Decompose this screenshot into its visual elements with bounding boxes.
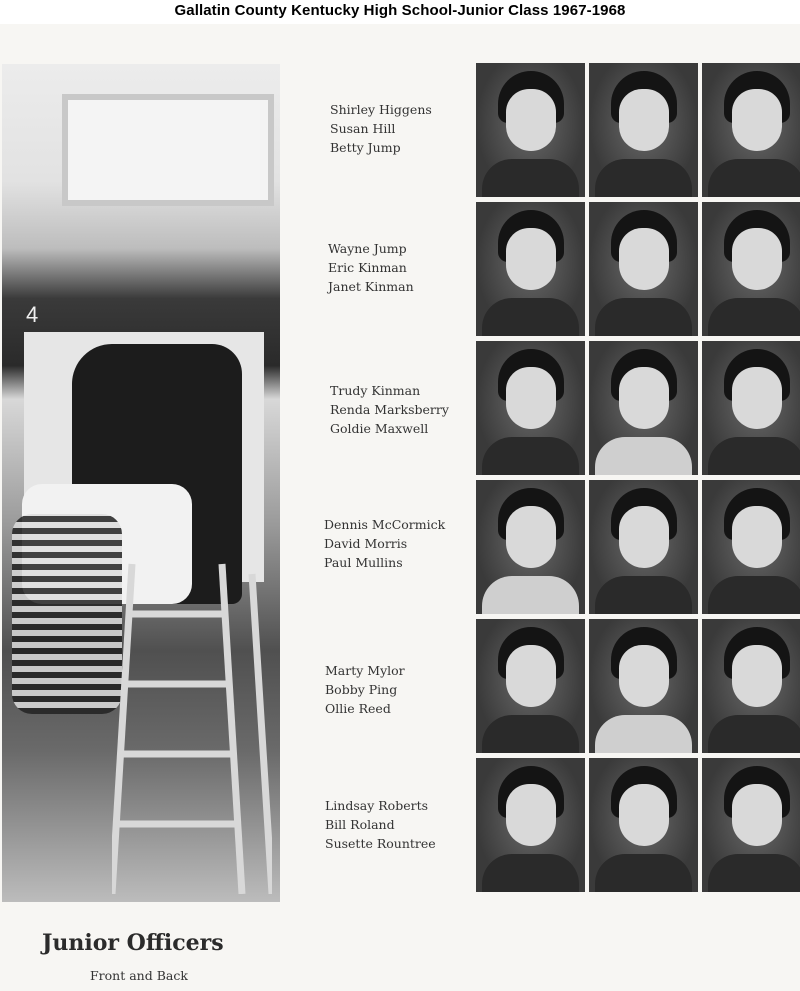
officers-subheading: Front and Back: [90, 968, 188, 983]
officers-photo: [2, 64, 280, 902]
name-group-1: [330, 100, 432, 157]
student-name: Paul Mullins: [324, 555, 403, 570]
photo-door-number: 4: [26, 302, 39, 327]
student-name: Janet Kinman: [328, 279, 414, 294]
student-name: David Morris: [324, 536, 408, 551]
student-name: Ollie Reed: [325, 701, 391, 716]
student-name: Goldie Maxwell: [330, 421, 429, 436]
student-name: Marty Mylor: [325, 663, 405, 678]
student-portrait: [589, 619, 698, 753]
student-portrait: [476, 202, 585, 336]
student-portrait: [702, 202, 800, 336]
name-group-4: [324, 515, 445, 572]
student-portrait: [476, 619, 585, 753]
student-name: Eric Kinman: [328, 260, 407, 275]
name-group-6: [325, 796, 436, 853]
student-portrait: [589, 202, 698, 336]
student-portrait: [589, 480, 698, 614]
student-portrait: [476, 758, 585, 892]
student-name: Bill Roland: [325, 817, 395, 832]
student-portrait: [476, 480, 585, 614]
student-portrait: [589, 758, 698, 892]
photo-ladder: [112, 554, 272, 894]
student-name: Renda Marksberry: [330, 402, 449, 417]
student-portrait: [589, 63, 698, 197]
photo-plaid-jacket: [12, 514, 122, 714]
student-portrait: [702, 63, 800, 197]
student-name: Dennis McCormick: [324, 517, 446, 532]
student-name: Susan Hill: [330, 121, 396, 136]
student-portrait: [702, 619, 800, 753]
student-name: Lindsay Roberts: [325, 798, 429, 813]
student-name: Shirley Higgens: [330, 102, 432, 117]
student-portrait: [476, 63, 585, 197]
page-title: Gallatin County Kentucky High School-Junior Class 1967-1968: [174, 2, 626, 19]
student-name: Bobby Ping: [325, 682, 398, 697]
student-portrait: [702, 480, 800, 614]
student-portrait: [702, 758, 800, 892]
student-name: Wayne Jump: [328, 241, 407, 256]
name-group-2: [328, 239, 414, 296]
student-name: Betty Jump: [330, 140, 401, 155]
student-name: Trudy Kinman: [330, 383, 421, 398]
student-name: Susette Rountree: [325, 836, 436, 851]
student-portrait: [476, 341, 585, 475]
officers-heading: Junior Officers: [42, 930, 224, 956]
student-portrait: [589, 341, 698, 475]
photo-window: [62, 94, 274, 206]
student-portrait: [702, 341, 800, 475]
name-group-5: [325, 661, 405, 718]
name-group-3: [330, 381, 449, 438]
